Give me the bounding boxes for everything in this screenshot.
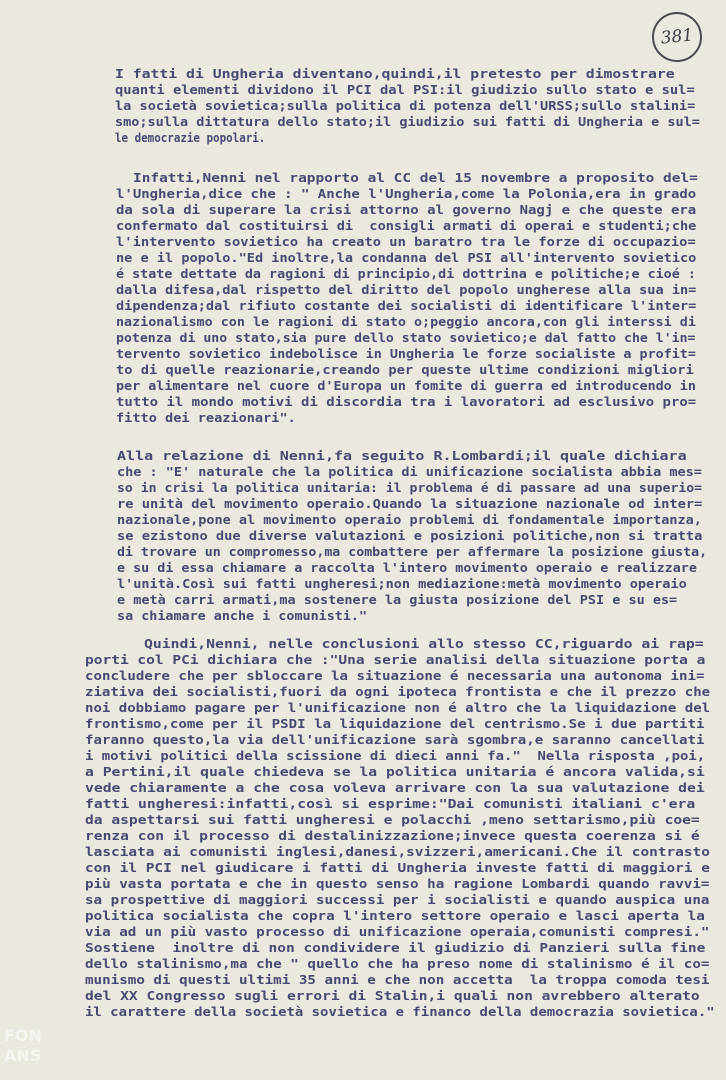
text-line: fitto dei reazionari". bbox=[116, 410, 296, 425]
text-line: dalla difesa,dal rispetto del diritto del popolo ungherese alla sua in= bbox=[116, 282, 697, 297]
text-line: più vasta portata e che in questo senso ha ragione Lombardi quando ravvi= bbox=[85, 876, 710, 891]
text-line: frontismo,come per il PSDI la liquidazione del centrismo.Se i due partiti bbox=[85, 716, 705, 731]
text-line: confermato dal costituirsi di consigli armati di operai e studenti;che bbox=[116, 218, 697, 233]
watermark-line: ANS bbox=[4, 1046, 42, 1065]
text-line: dipendenza;dal rifiuto costante dei socialisti di identificare l'inter= bbox=[116, 298, 697, 313]
text-line: per alimentare nel cuore d'Europa un fomite di guerra ed introducendo in bbox=[116, 378, 696, 393]
text-line: da aspettarsi sui fatti ungheresi e polacchi ,meno settarismo,più coe= bbox=[85, 812, 700, 827]
text-line: fatti ungheresi:infatti,così si esprime:"Dai comunisti italiani c'era bbox=[85, 796, 696, 811]
text-line: ne e il popolo."Ed inoltre,la condanna del PSI all'intervento sovietico bbox=[116, 250, 697, 265]
watermark-line: FON bbox=[4, 1026, 42, 1045]
text-line: concludere che per sbloccare la situazione é necessaria una autonoma ini= bbox=[85, 668, 705, 683]
text-line: quanti elementi dividono il PCI dal PSI:il giudizio sullo stato e sul= bbox=[115, 82, 695, 97]
text-line: e metà carri armati,ma sostenere la giusta posizione del PSI e su es= bbox=[117, 592, 678, 607]
text-line: la società sovietica;sulla politica di potenza dell'URSS;sullo stalini= bbox=[115, 98, 696, 113]
text-line: le democrazie popolari. bbox=[115, 130, 266, 145]
text-line: via ad un più vasto processo di unificazione operaia,comunisti compresi." bbox=[85, 924, 710, 939]
text-line: l'unità.Così sui fatti ungheresi;non mediazione:metà movimento operaio bbox=[117, 576, 687, 591]
text-line: che : "E' naturale che la politica di unificazione socialista abbia mes= bbox=[117, 464, 702, 479]
text-line: Infatti,Nenni nel rapporto al CC del 15 novembre a proposito del= bbox=[133, 170, 698, 185]
text-line: e su di essa chiamare a raccolta l'intero movimento operaio e realizzare bbox=[117, 560, 697, 575]
page-number-stamp: 381 bbox=[650, 10, 705, 65]
text-line: Quindi,Nenni, nelle conclusioni allo stesso CC,riguardo ai rap= bbox=[144, 636, 704, 651]
text-line: é state dettate da ragioni di principio,di dottrina e politiche;e cioé : bbox=[116, 266, 696, 281]
text-line: smo;sulla dittatura dello stato;il giudizio sui fatti di Ungheria e sul= bbox=[115, 114, 700, 129]
text-line: potenza di uno stato,sia pure dello stato sovietico;e dal fatto che l'in= bbox=[116, 330, 696, 345]
text-line: tervento sovietico indebolisce in Ungheria le forze socialiste a profit= bbox=[116, 346, 696, 361]
text-line: nazionalismo con le ragioni di stato o;peggio ancora,con gli interssi di bbox=[116, 314, 696, 329]
text-line: to di quelle reazionarie,creando per queste ultime condizioni migliori bbox=[116, 362, 694, 377]
text-line: dello stalinismo,ma che " quello che ha preso nome di stalinismo é il co= bbox=[85, 956, 710, 971]
text-line: renza con il processo di destalinizzazione;invece questa coerenza si é bbox=[85, 828, 700, 843]
text-line: porti col PCi dichiara che :"Una serie analisi della situazione porta a bbox=[85, 652, 706, 667]
text-line: se ezistono due diverse valutazioni e posizioni politiche,non si tratta bbox=[117, 528, 703, 543]
text-line: i motivi politici della scissione di dieci anni fa." Nella risposta ,poi, bbox=[85, 748, 706, 763]
text-line: sa chiamare anche i comunisti." bbox=[117, 608, 368, 623]
text-line: da sola di superare la crisi attorno al governo Nagj e che queste era bbox=[116, 202, 697, 217]
text-line: noi dobbiamo pagare per l'unificazione non é altro che la liquidazione del bbox=[85, 700, 711, 715]
text-line: tutto il mondo motivi di discordia tra i lavoratori ad esclusivo pro= bbox=[116, 394, 697, 409]
text-line: con il PCI nel giudicare i fatti di Ungheria investe fatti di maggiori e bbox=[85, 860, 710, 875]
text-line: a Pertini,il quale chiedeva se la politica unitaria é ancora valida,si bbox=[85, 764, 705, 779]
text-line: politica socialista che copra l'intero settore operaio e lasci aperta la bbox=[85, 908, 705, 923]
text-line: nazionale,pone al movimento operaio problemi di fondamentale importanza, bbox=[117, 512, 702, 527]
text-line: ziativa dei socialisti,fuori da ogni ipoteca frontista e che il prezzo che bbox=[85, 684, 711, 699]
text-line: so in crisi la politica unitaria: il problema é di passare ad una superio= bbox=[117, 480, 703, 495]
text-line: lasciata ai comunisti inglesi,danesi,svizzeri,americani.Che il contrasto bbox=[85, 844, 710, 859]
text-line: vede chiaramente a che cosa voleva arrivare con la sua valutazione dei bbox=[85, 780, 705, 795]
text-line: di trovare un compromesso,ma combattere per affermare la posizione giusta, bbox=[117, 544, 708, 559]
text-line: Sostiene inoltre di non condividere il giudizio di Panzieri sulla fine bbox=[85, 940, 706, 955]
text-line: il carattere della società sovietica e financo della democrazia sovietica." bbox=[85, 1004, 715, 1019]
text-line: l'Ungheria,dice che : " Anche l'Ungheria,come la Polonia,era in grado bbox=[116, 186, 697, 201]
text-line: munismo di questi ultimi 35 anni e che non accetta la troppa comoda tesi bbox=[85, 972, 710, 987]
archive-watermark bbox=[4, 1026, 42, 1066]
text-line: re unità del movimento operaio.Quando la situazione nazionale od inter= bbox=[117, 496, 703, 511]
text-line: I fatti di Ungheria diventano,quindi,il pretesto per dimostrare bbox=[115, 66, 675, 81]
text-line: Alla relazione di Nenni,fa seguito R.Lombardi;il quale dichiara bbox=[117, 448, 687, 463]
text-line: sa prospettive di maggiori successi per i socialisti e quando auspica una bbox=[85, 892, 710, 907]
text-line: faranno questo,la via dell'unificazione sarà sgombra,e saranno cancellati bbox=[85, 732, 705, 747]
text-line: del XX Congresso sugli errori di Stalin,i quali non avrebbero alterato bbox=[85, 988, 700, 1003]
text-line: l'intervento sovietico ha creato un baratro tra le forze di occupazio= bbox=[116, 234, 696, 249]
